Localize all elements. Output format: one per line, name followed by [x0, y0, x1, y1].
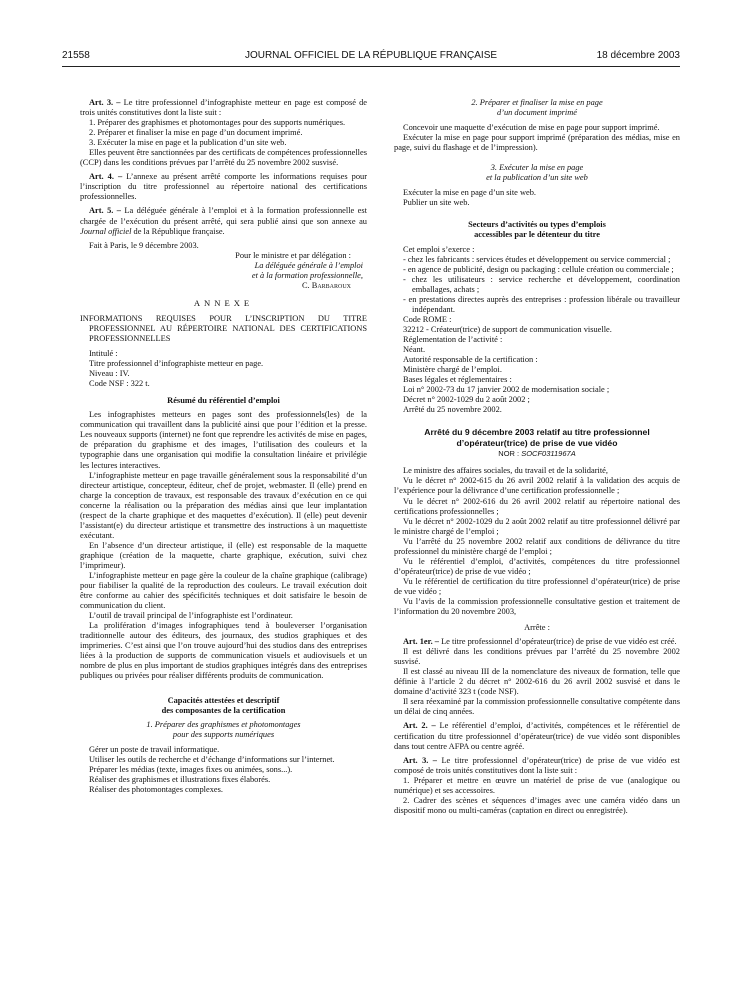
secteurs-heading: Secteurs d’activités ou types d’emplois	[468, 220, 606, 230]
list-item: Exécuter la mise en page pour support imprimé (préparation des médias, mise en page, suivi du flashage et de l’impression).	[394, 133, 680, 153]
autorite-label: Autorité responsable de la certification :	[403, 355, 538, 365]
list-item: 2. Cadrer des scènes et séquences d’images avec une caméra vidéo dans un dispositif mono ou multi-caméras (captation en direct ou enregistrée).	[394, 795, 680, 815]
list-item: Arrêté du 25 novembre 2002.	[403, 405, 502, 415]
list-item: Réaliser des photomontages complexes.	[89, 784, 223, 794]
list-item: Réaliser des graphismes et illustrations fixes élaborés.	[89, 774, 271, 784]
visa-paragraph: Le ministre des affaires sociales, du travail et de la solidarité,	[403, 466, 608, 476]
subsection-2-title: 2. Préparer et finaliser la mise en page	[471, 98, 603, 107]
arrete-label: Arrête :	[524, 623, 550, 633]
article-1-paragraph: Il sera réexaminé par la commission professionnelle consultative compétente dans un délai de cinq années.	[394, 697, 680, 717]
visa-paragraph: Vu le décret n° 2002-1029 du 2 août 2002 relatif au titre professionnel délivré par le ministre chargé de l’emploi ;	[394, 516, 680, 536]
signature-line: La déléguée générale à l’emploi	[254, 260, 363, 270]
exerce-list	[394, 255, 680, 315]
list-item: Décret n° 2002-1029 du 2 août 2002 ;	[403, 395, 530, 405]
fait-a-paris: Fait à Paris, le 9 décembre 2003.	[89, 240, 199, 250]
capacites-heading: des composantes de la certification	[161, 705, 286, 715]
nor-reference: NOR : SOCF0311967A	[498, 449, 576, 459]
list-item: - chez les fabricants : services études et développement ou service commercial ;	[403, 254, 671, 264]
subsection-3-title: et la publication d’un site web	[486, 173, 588, 183]
intitule-value: Titre professionnel d’infographiste metteur en page.	[89, 359, 264, 369]
list-item: Exécuter la mise en page d’un site web.	[403, 188, 537, 198]
reglementation-value: Néant.	[403, 344, 426, 354]
list-item: - en prestations directes auprès des entreprises : profession libérale ou travailleur indépendant.	[403, 294, 680, 314]
intitule-label: Intitulé :	[89, 349, 118, 359]
list-item: Loi n° 2002-73 du 17 janvier 2002 de modernisation sociale ;	[403, 385, 610, 395]
right-column	[394, 98, 680, 816]
ccp-paragraph: Elles peuvent être sanctionnées par des certificats de compétences professionnelles (CCP) dans les conditions prévues par l’arrêté du 25 novembre 2002 susvisé.	[80, 148, 367, 168]
list-item: - chez les utilisateurs : service recherche et développement, coordination emballages, achats ;	[403, 274, 680, 294]
article-5: Art. 5. – La déléguée générale à l’emploi et à la formation professionnelle est chargée de l’exécution du présent arrêté, qui sera publié ainsi que son annexe au Journal officiel de la République française.	[80, 206, 367, 236]
list-item: 1. Préparer et mettre en œuvre un matériel de prise de vue (analogique ou numérique) et ses accessoires.	[394, 775, 680, 795]
niveau: Niveau : IV.	[89, 369, 130, 379]
autorite-value: Ministère chargé de l’emploi.	[403, 365, 502, 375]
article-1-paragraph: Il est délivré dans les conditions prévues par l’arrêté du 25 novembre 2002 susvisé.	[394, 647, 680, 667]
visa-paragraph: Vu le décret n° 2002-616 du 26 avril 2002 relatif au répertoire national des certifications professionnelles ;	[394, 496, 680, 516]
list-item: Gérer un poste de travail informatique.	[89, 744, 220, 754]
article-3-list	[80, 118, 367, 148]
code-nsf: Code NSF : 322 t.	[89, 379, 150, 389]
info-title: INFORMATIONS REQUISES POUR L’INSCRIPTION DU TITRE PROFESSIONNEL AU RÉPERTOIRE NATIONAL DES CERTIFICATIONS PROFESSIONNELLES	[80, 313, 367, 343]
subsection-1-title: pour des supports numériques	[172, 729, 275, 739]
issue-date: 18 décembre 2003	[596, 50, 680, 61]
signature-line: Pour le ministre et par délégation :	[235, 250, 351, 260]
list-item: Préparer les médias (texte, images fixes ou animées, sons...).	[89, 764, 293, 774]
visa-paragraph: Vu le référentiel d’emploi, d’activités, compétences du titre professionnel d’opérateur(trice) de prise de vue vidéo ;	[394, 556, 680, 576]
page-number: 21558	[62, 50, 90, 61]
capacites-heading: Capacités attestées et descriptif	[167, 695, 280, 705]
page-header	[62, 50, 680, 64]
bases-label: Bases légales et réglementaires :	[403, 375, 512, 385]
resume-paragraph: La prolifération d’images infographiques tend à bouleverser l’organisation traditionnelle autour des éditeurs, des journaux, des studios graphiques et des imprimeries. C’est ainsi que l’on trouve aujourd’hui des studios dans des entreprises liées à la production de supports de communication visuels et audiovisuels et un nombre de plus en plus important de studios graphiques intégrés dans des entreprises publiques ou privées pour réaliser différents produits de communication.	[80, 621, 367, 681]
code-rome-value: 32212 - Créateur(trice) de support de communication visuelle.	[403, 324, 612, 334]
resume-paragraph: L’infographiste metteur en page gère la couleur de la chaîne graphique (calibrage) pour fiabiliser la qualité de la reproduction des couleurs. Le travail exécution doit être conforme au cahier des spécificités techniques et doit satisfaire le besoin de communication du client.	[80, 571, 367, 611]
subsection-2-title: d’un document imprimé	[496, 108, 577, 118]
article-3: Art. 3. – Le titre professionnel d’infographiste metteur en page est composé de trois unités constitutives dont la liste suit :	[80, 98, 367, 118]
visa-paragraph: Vu l’avis de la commission professionnelle consultative gestion et traitement de l’information du 20 novembre 2003,	[394, 596, 680, 617]
subsection-3-title: 3. Exécuter la mise en page	[490, 163, 584, 173]
list-item: Utiliser les outils de recherche et d’échange d’informations sur l’internet.	[89, 754, 335, 764]
annexe-heading: ANNEXE	[193, 297, 254, 308]
arrete-title: Arrêté du 9 décembre 2003 relatif au titre professionnel d’opérateur(trice) de prise de vue vidéo	[424, 427, 650, 448]
article-2: Art. 2. – Le référentiel d’emploi, d’activités, compétences et le référentiel de certification du titre professionnel d’opérateur(trice) de vue vidéo sont disponibles dans tout centre AFPA ou centre agréé.	[394, 721, 680, 751]
signature-line: et à la formation professionnelle,	[251, 270, 363, 280]
signatory-name: C. Barbaroux	[301, 280, 351, 290]
article-1-paragraph: Il est classé au niveau III de la nomenclature des niveaux de formation, telle que définie à l’article 2 du décret n° 2002-616 du 26 avril 2002 susvisé et dans le domaine d’activité 323 t (code NSF).	[394, 667, 680, 697]
resume-paragraph: L’outil de travail principal de l’infographiste est l’ordinateur.	[89, 611, 293, 621]
reglementation-label: Réglementation de l’activité :	[403, 334, 503, 344]
left-column	[80, 98, 367, 795]
list-item: Publier un site web.	[403, 198, 470, 208]
list-item: - en agence de publicité, design ou packaging : cellule création ou commerciale ;	[403, 264, 674, 274]
resume-paragraph: En l’absence d’un directeur artistique, il (elle) est responsable de la maquette graphique (création de la maquette, charte graphique, exécution, suivi chez l’imprimeur).	[80, 540, 367, 570]
article-4: Art. 4. – L’annexe au présent arrêté comporte les informations requises pour l’inscription du titre professionnel au répertoire national des certifications professionnelles.	[80, 172, 367, 202]
header-rule	[62, 66, 680, 67]
visa-paragraph: Vu l’arrêté du 25 novembre 2002 relatif aux conditions de délivrance du titre professionnel du ministère chargé de l’emploi ;	[394, 536, 680, 556]
list-item: Concevoir une maquette d’exécution de mise en page pour support imprimé.	[403, 123, 660, 133]
visa-paragraph: Vu le référentiel de certification du titre professionnel d’opérateur(trice) de prise de vue vidéo ;	[394, 576, 680, 596]
article-1: Art. 1er. – Le titre professionnel d’opérateur(trice) de prise de vue vidéo est créé.	[403, 637, 677, 647]
resume-paragraph: L’infographiste metteur en page travaille généralement sous la responsabilité d’un directeur artistique, concepteur, éditeur, chef de projet, webmaster. Il (elle) prend en charge la conception de travaux, est responsable des travaux d’exécution en ce qui concerne la réalisation ou la préparation des médias ainsi que leur implantation (respect de la charte graphique et des maquettes d’exécution). Il (elle) peut devenir l’assistant(e) du directeur artistique et transmettre des instructions à un maquettiste exécutant.	[80, 470, 367, 540]
resume-heading: Résumé du référentiel d’emploi	[167, 396, 280, 406]
exerce-label: Cet emploi s’exerce :	[403, 244, 475, 254]
intitule-block	[80, 349, 367, 389]
list-item: 1. Préparer des graphismes et photomontages pour des supports numériques.	[89, 118, 346, 128]
list-item: 2. Préparer et finaliser la mise en page d’un document imprimé.	[89, 128, 303, 138]
article-3: Art. 3. – Le titre professionnel d’opérateur(trice) de prise de vue vidéo est composé de trois unités constitutives dont la liste suit :	[394, 755, 680, 775]
secteurs-heading: accessibles par le détenteur du titre	[474, 230, 600, 240]
code-rome-label: Code ROME :	[403, 314, 452, 324]
journal-title: JOURNAL OFFICIEL DE LA RÉPUBLIQUE FRANÇAISE	[244, 50, 498, 61]
visa-paragraph: Vu le décret n° 2002-615 du 26 avril 2002 relatif à la validation des acquis de l’expérience pour la délivrance d’une certification professionnelle ;	[394, 476, 680, 496]
resume-paragraph: Les infographistes metteurs en pages sont des professionnels(les) de la communication qui travaillent dans la publicité ainsi que pour l’édition et la presse. Les nouveaux supports (internet) ne font que reprendre les activités de mise en pages, de préparation du graphisme et des images, l’utilisation des couleurs et la typographie dans une organisation qui modifie la consultation linéaire et privilégie les lectures interactives.	[80, 410, 367, 470]
subsection-1-title: 1. Préparer des graphismes et photomontages	[146, 719, 301, 729]
list-item: 3. Exécuter la mise en page et la publication d’un site web.	[89, 138, 287, 148]
